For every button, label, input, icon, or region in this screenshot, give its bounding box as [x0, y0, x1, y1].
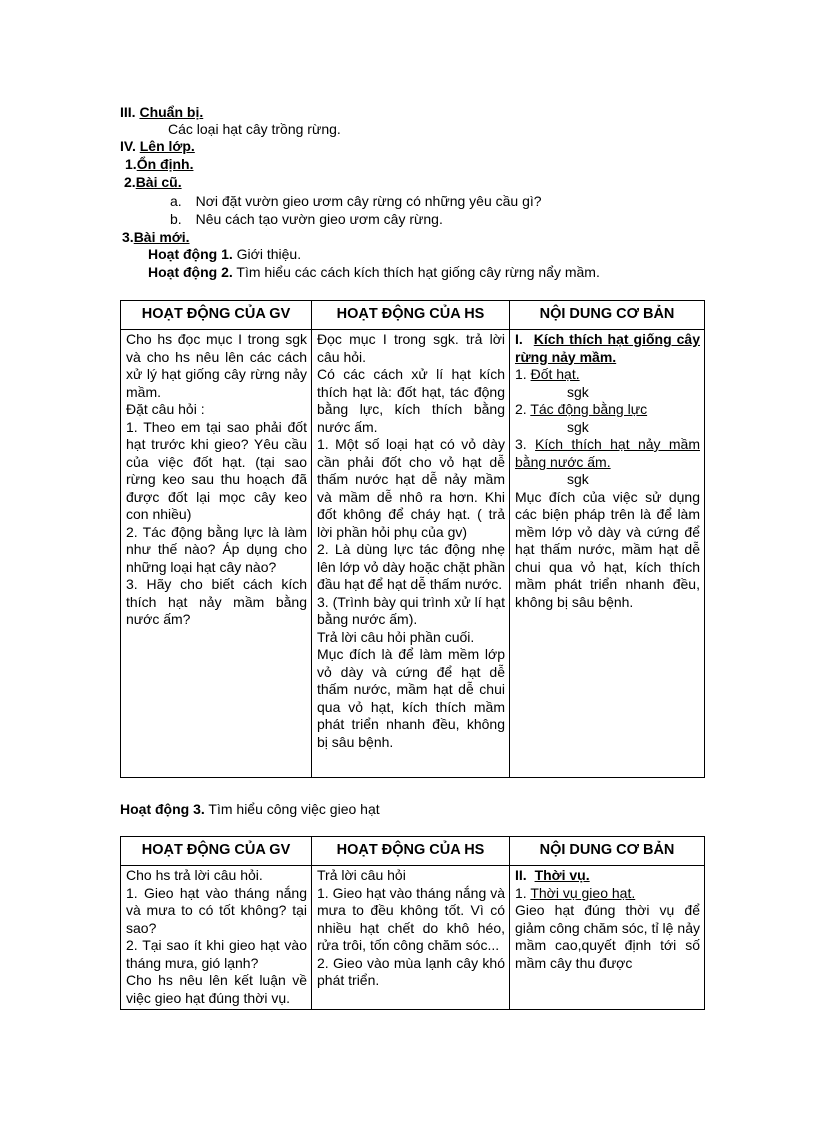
- cell-nd: [510, 866, 705, 1010]
- item-number: 3.: [515, 436, 536, 452]
- activity-label: Hoạt động 3.: [120, 801, 205, 817]
- paragraph: Mục đích là để làm mềm lớp vỏ dày và cứng để hạt dễ thấm nước, mầm hạt dễ chui qua vỏ hạt, kích thích mầm phát triển nhanh đều, không bị sâu bệnh.: [317, 646, 505, 750]
- section-title: Kích thích hạt giống cây rừng nảy mầm.: [515, 331, 700, 365]
- list-text: Nêu cách tạo vườn gieo ươm cây rừng.: [195, 211, 443, 227]
- content-summary: Mục đích của việc sử dụng các biện pháp trên là để làm mềm lớp vỏ dày và cứng để hạt thấm nước, mầm hạt dễ chui qua vỏ hạt, kích thích mầm phát triển nhanh đều, không bị sâu bệnh.: [515, 488, 700, 610]
- paragraph: Cho hs đọc mục I trong sgk và cho hs nêu lên các cách xử lý hạt giống cây rừng nảy mầm.: [126, 331, 307, 400]
- paragraph: 2. Gieo vào mùa lạnh cây khó phát triển.: [317, 954, 505, 988]
- activity-1-line: [148, 246, 301, 263]
- table-row: [121, 330, 705, 778]
- step-title: Ổn định.: [136, 156, 194, 172]
- activity-text: Tìm hiểu công việc gieo hạt: [204, 801, 380, 817]
- item-number: 1.: [515, 884, 531, 901]
- section-title: Thời vụ.: [534, 867, 590, 883]
- paragraph: 1. Gieo hạt vào tháng nắng và mưa to có tốt không? tại sao?: [126, 884, 307, 936]
- item-number: 2.: [515, 401, 531, 417]
- activity-2-table: [120, 300, 705, 778]
- section-number: II.: [515, 867, 527, 883]
- paragraph: Đặt câu hỏi :: [126, 401, 205, 417]
- paragraph: Đọc mục I trong sgk. trả lời câu hỏi.: [317, 331, 505, 365]
- step-title: Bài mới.: [133, 229, 190, 245]
- paragraph: 2. Tại sao ít khi gieo hạt vào tháng mưa, gió lạnh?: [126, 937, 307, 971]
- table-header-row: [121, 301, 705, 330]
- section-prep-heading: [120, 104, 203, 121]
- header-nd: NỘI DUNG CƠ BẢN: [510, 837, 705, 866]
- content-item-3: [515, 436, 700, 471]
- list-marker: b.: [170, 211, 182, 227]
- step-number: 2.: [124, 174, 136, 190]
- header-hs: HOẠT ĐỘNG CỦA HS: [312, 301, 510, 330]
- activity-text: Tìm hiểu các cách kích thích hạt giống cây rừng nẩy mầm.: [232, 264, 600, 280]
- content-section-title: [515, 331, 700, 366]
- section-title: Chuẩn bị.: [139, 104, 204, 120]
- list-marker: a.: [170, 193, 182, 209]
- header-gv: HOẠT ĐỘNG CỦA GV: [121, 301, 312, 330]
- table-row: [121, 866, 705, 1010]
- activity-label: Hoạt động 1.: [148, 246, 233, 262]
- paragraph: Cho hs trả lời câu hỏi.: [126, 867, 263, 883]
- content-item-1: [515, 885, 700, 903]
- section-number: I.: [515, 331, 523, 347]
- cell-gv: [121, 330, 312, 778]
- paragraph: 3. (Trình bày qui trình xử lí hạt bằng nước ấm).: [317, 593, 505, 627]
- paragraph: 2. Tác động bằng lực là làm như thế nào? Áp dụng cho những loại hạt cây nào?: [126, 523, 307, 575]
- step-2-heading: [124, 174, 182, 191]
- item-text: Thời vụ gieo hạt.: [530, 884, 636, 901]
- step-1-heading: [125, 156, 193, 173]
- item-text: Kích thích hạt nảy mầm bằng nước ấm.: [515, 436, 700, 470]
- activity-2-line: [148, 264, 600, 281]
- paragraph: Trả lời câu hỏi: [317, 867, 406, 883]
- prep-text: Các loại hạt cây trồng rừng.: [168, 121, 341, 137]
- reference: sgk: [567, 418, 589, 435]
- content-item-1: [515, 366, 700, 384]
- list-text: Nơi đặt vườn gieo ươm cây rừng có những yêu cầu gì?: [195, 193, 542, 209]
- cell-hs: [312, 866, 510, 1010]
- paragraph: 1. Theo em tại sao phải đốt hạt trước khi gieo? Yêu cầu của việc đốt hạt. (tại sao rừng keo sau thu hoạch đã được đốt lại mọc cây keo con nhiều): [126, 418, 307, 522]
- activity-3-table: [120, 836, 705, 1010]
- paragraph: Cho hs nêu lên kết luận về việc gieo hạt đúng thời vụ.: [126, 972, 307, 1006]
- table-header-row: [121, 837, 705, 866]
- content-section-title: [515, 867, 700, 885]
- reference: sgk: [567, 383, 589, 400]
- step-number: 1.: [125, 156, 137, 172]
- paragraph: 3. Hãy cho biết cách kích thích hạt nảy mầm bằng nước ấm?: [126, 576, 307, 627]
- header-gv: HOẠT ĐỘNG CỦA GV: [121, 837, 312, 866]
- item-text: Tác động bằng lực: [530, 401, 648, 417]
- section-number: IV.: [120, 138, 136, 154]
- paragraph: 1. Một số loại hạt có vỏ dày cần phải đốt cho vỏ hạt dễ thấm nước hạt dễ nảy mầm và mầm dễ nhô ra hơn. Khi đốt không để cháy hạt. ( trả lời phần hỏi phụ của gv): [317, 436, 505, 540]
- content-summary: Gieo hạt đúng thời vụ để giảm công chăm sóc, tỉ lệ nảy mầm cao,quyết định tới số mầm cây thu được: [515, 902, 700, 971]
- paragraph: 1. Gieo hạt vào tháng nắng và mưa to đều không tốt. Vì có nhiều hạt chết do khô héo, rửa trôi, tốn công chăm sóc...: [317, 884, 505, 953]
- activity-label: Hoạt động 2.: [148, 264, 233, 280]
- reference: sgk: [567, 471, 589, 487]
- activity-3-line: [120, 801, 380, 818]
- cell-gv: [121, 866, 312, 1010]
- review-question-a: [170, 193, 542, 210]
- content-item-2: [515, 401, 700, 419]
- paragraph: 2. Là dùng lực tác động nhẹ lên lớp vỏ dày hoặc chặt phần đầu hạt để hạt dễ thấm nước.: [317, 541, 505, 592]
- paragraph: Có các cách xử lí hạt kích thích hạt là: đốt hạt, tác động bằng lực, kích thích bằng nước ấm.: [317, 366, 505, 435]
- activity-text: Giới thiệu.: [232, 246, 302, 262]
- item-number: 1.: [515, 366, 531, 382]
- header-nd: NỘI DUNG CƠ BẢN: [510, 301, 705, 330]
- header-hs: HOẠT ĐỘNG CỦA HS: [312, 837, 510, 866]
- step-number: 3.: [122, 229, 134, 245]
- cell-hs: [312, 330, 510, 778]
- item-text: Đốt hạt.: [530, 366, 580, 382]
- step-title: Bài cũ.: [135, 174, 182, 190]
- section-lesson-heading: [120, 138, 195, 155]
- review-question-b: [170, 211, 443, 228]
- step-3-heading: [122, 229, 190, 246]
- cell-nd: [510, 330, 705, 778]
- section-title: Lên lớp.: [139, 138, 195, 154]
- paragraph: Trả lời câu hỏi phần cuối.: [317, 628, 475, 645]
- section-number: III.: [120, 104, 136, 120]
